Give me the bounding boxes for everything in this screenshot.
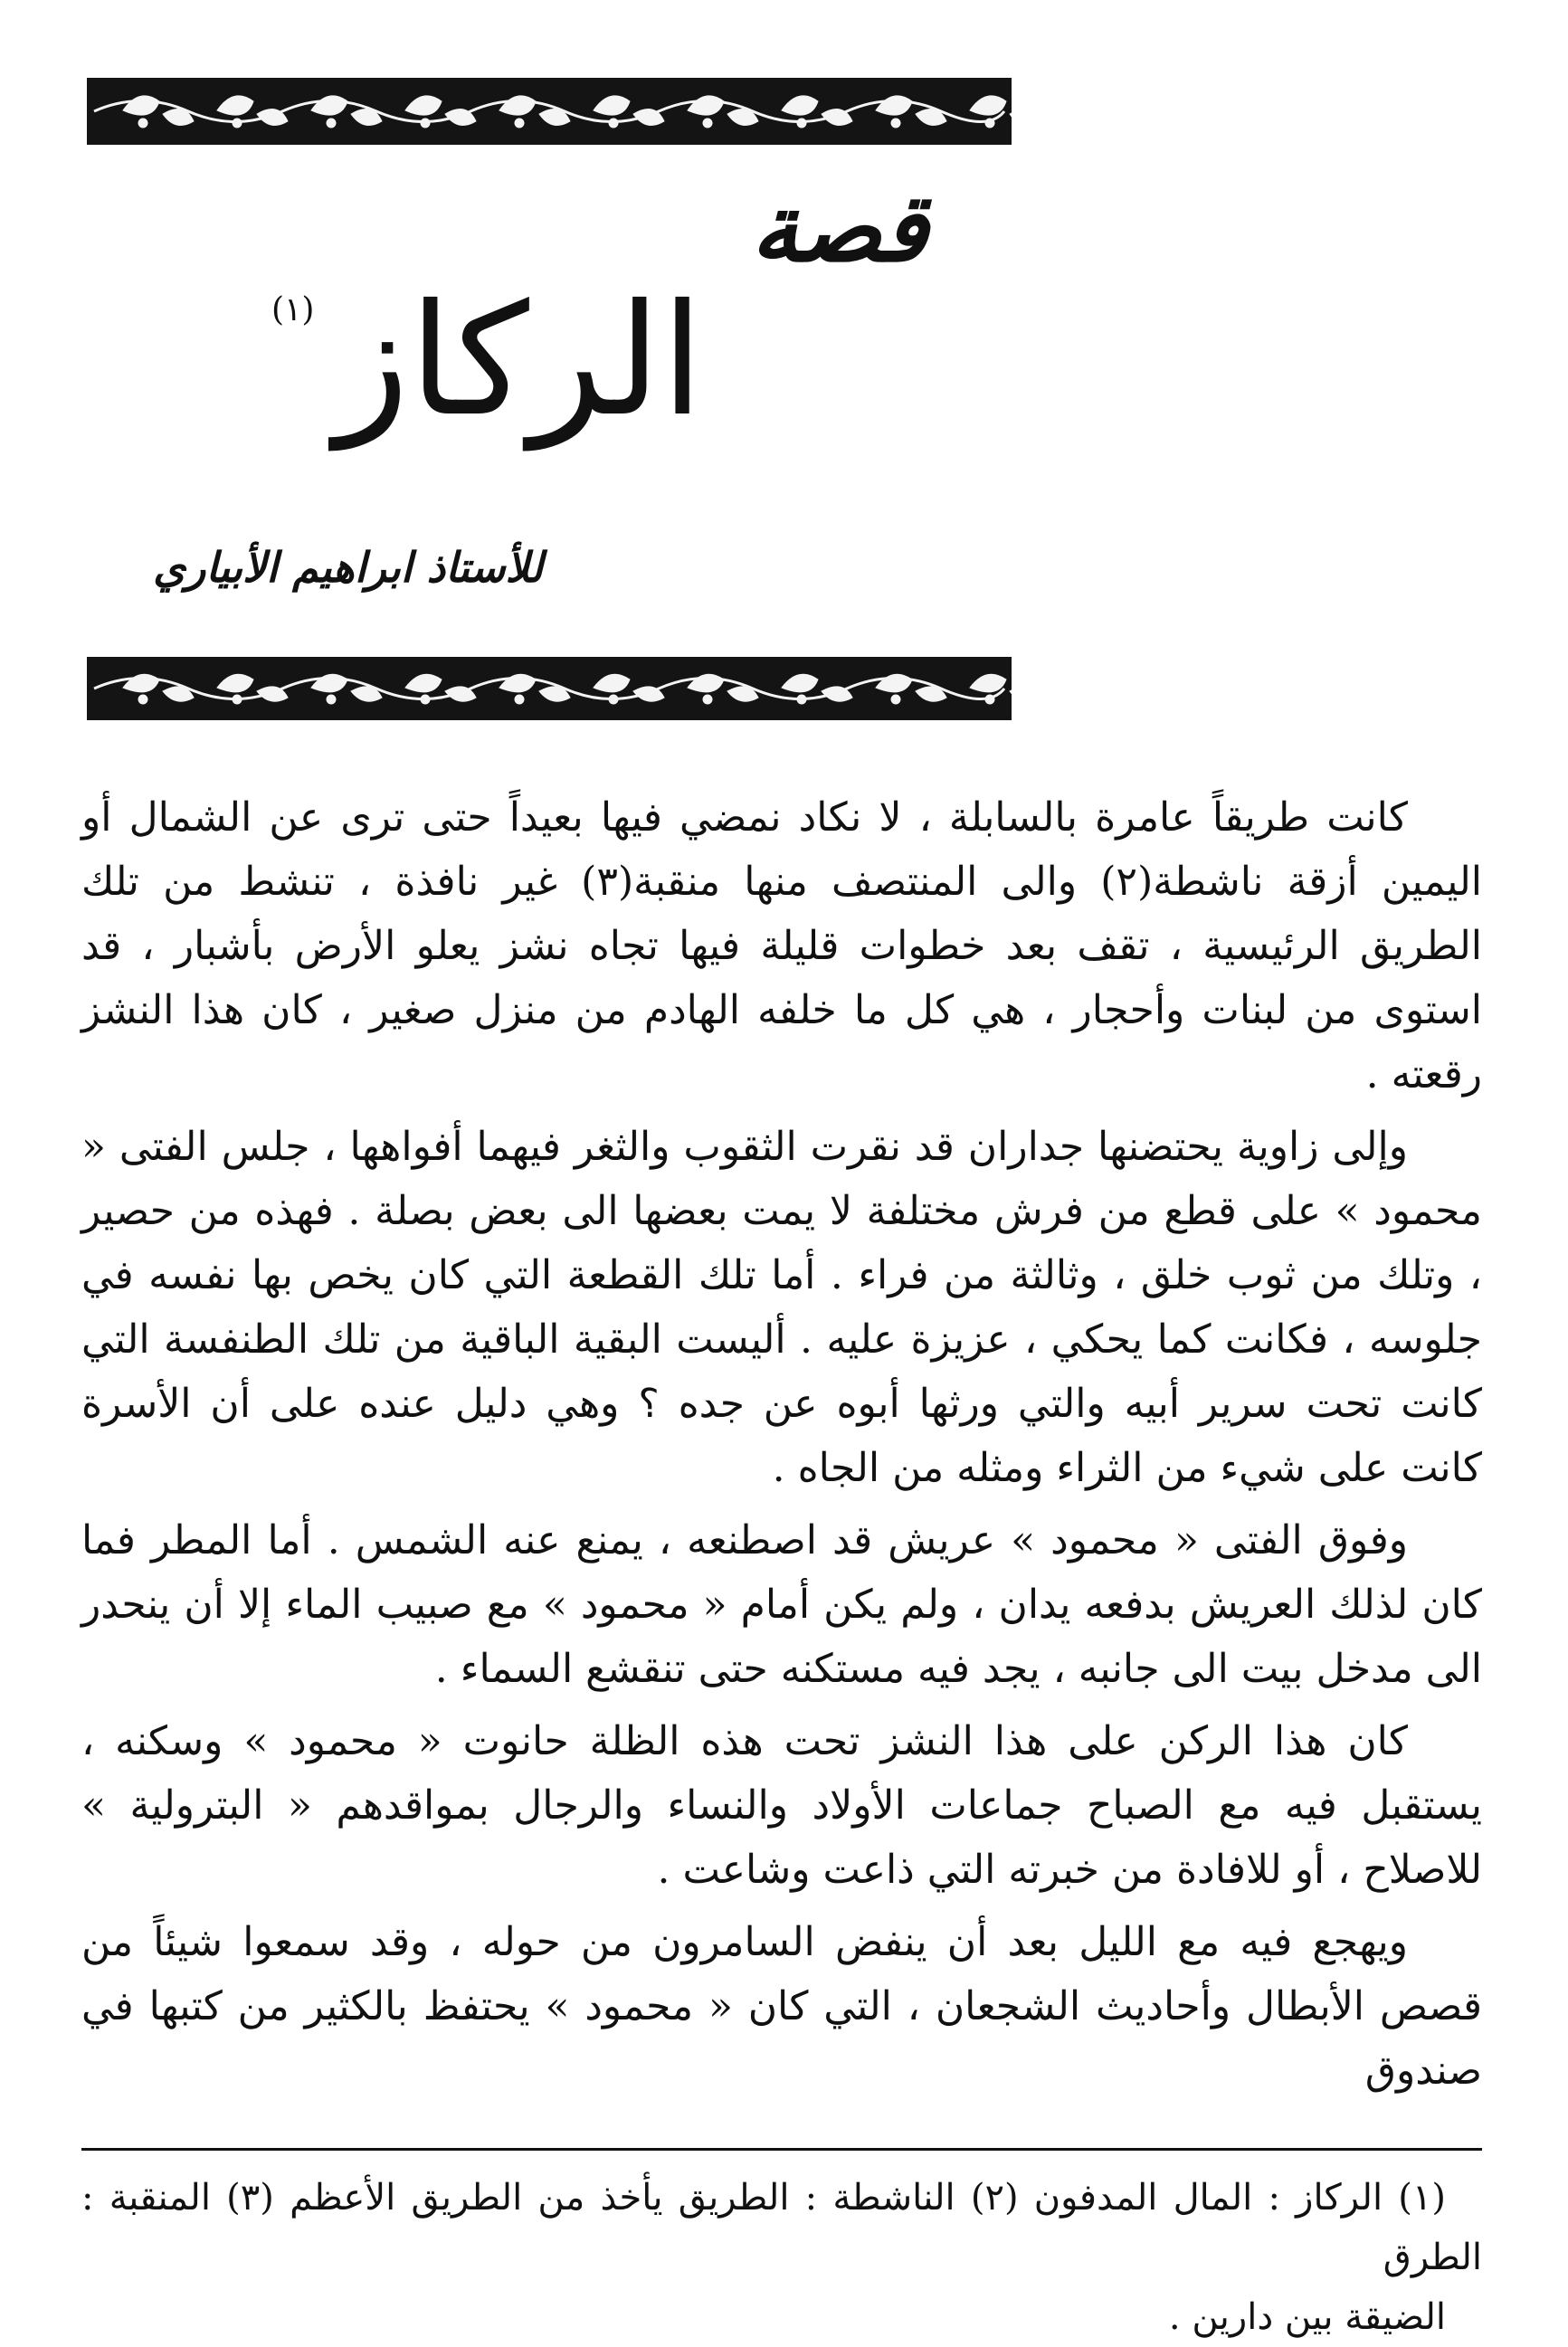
article-body <box>81 785 1482 2111</box>
footnote-divider <box>81 2148 1482 2151</box>
footnote-line: (١) الركاز : المال المدفون (٢) الناشطة : الطريق يأخذ من الطريق الأعظم (٣) المنقبة : الطرق <box>81 2177 1482 2278</box>
author-byline: للأستاذ ابراهيم الأبياري <box>153 543 543 592</box>
footnotes <box>81 2168 1482 2347</box>
body-paragraph: كانت طريقاً عامرة بالسابلة ، لا نكاد نمضي فيها بعيداً حتى ترى عن الشمال أو اليمين أزقة ناشطة(٢) والى المنتصف منها منقبة(٣) غير نافذة ، تنشط من تلك الطريق الرئيسية ، تقف بعد خطوات قليلة فيها تجاه نشز يعلو الأرض بأشبار ، قد استوى من لبنات وأحجار ، هي كل ما خلفه الهادم من منزل صغير ، كان هذا النشز رقعته . <box>81 794 1482 1097</box>
top-ornament-band <box>87 78 1012 145</box>
body-paragraph: كان هذا الركن على هذا النشز تحت هذه الظلة حانوت « محمود » وسكنه ، يستقبل فيه مع الصباح جماعات الأولاد والنساء والرجال بمواقدهم « البترولية » للاصلاح ، أو للافادة من خبرته التي ذاعت وشاعت . <box>81 1718 1482 1893</box>
title-footnote-marker: (١) <box>271 291 315 328</box>
ivy-leaf-vine-icon <box>87 657 1012 720</box>
footnote-line: الضيقة بين دارين . <box>1168 2296 1446 2338</box>
ivy-leaf-vine-icon <box>87 78 1012 145</box>
bottom-ornament-band <box>87 657 1012 720</box>
body-paragraph: وفوق الفتى « محمود » عريش قد اصطنعه ، يمنع عنه الشمس . أما المطر فما كان لذلك العريش بدفعه يدان ، ولم يكن أمام « محمود » مع صبيب الماء إلا أن ينحدر الى مدخل بيت الى جانبه ، يجد فيه مستكنه حتى تنقشع السماء . <box>81 1517 1482 1692</box>
title-line-story: قصة <box>751 172 928 283</box>
body-paragraph: وإلى زاوية يحتضنها جداران قد نقرت الثقوب والثغر فيهما أفواهها ، جلس الفتى « محمود » على قطع من فرش مختلفة لا يمت بعضها الى بعض بصلة . فهذه من حصير ، وتلك من ثوب خلق ، وثالثة من فراء . أما تلك القطعة التي كان يخص بها نفسه في جلوسه ، فكانت كما يحكي ، عزيزة عليه . أليست البقية الباقية من تلك الطنفسة التي كانت تحت سرير أبيه والتي ورثها أبوه عن جده ؟ وهي دليل عنده على أن الأسرة كانت على شيء من الثراء ومثله من الجاه . <box>81 1124 1482 1491</box>
body-paragraph: ويهجع فيه مع الليل بعد أن ينفض السامرون من حوله ، وقد سمعوا شيئاً من قصص الأبطال وأحاديث الشجعان ، التي كان « محمود » يحتفظ بالكثير من كتبها في صندوق <box>81 1919 1482 2094</box>
title-line-main: الركاز <box>335 271 704 451</box>
